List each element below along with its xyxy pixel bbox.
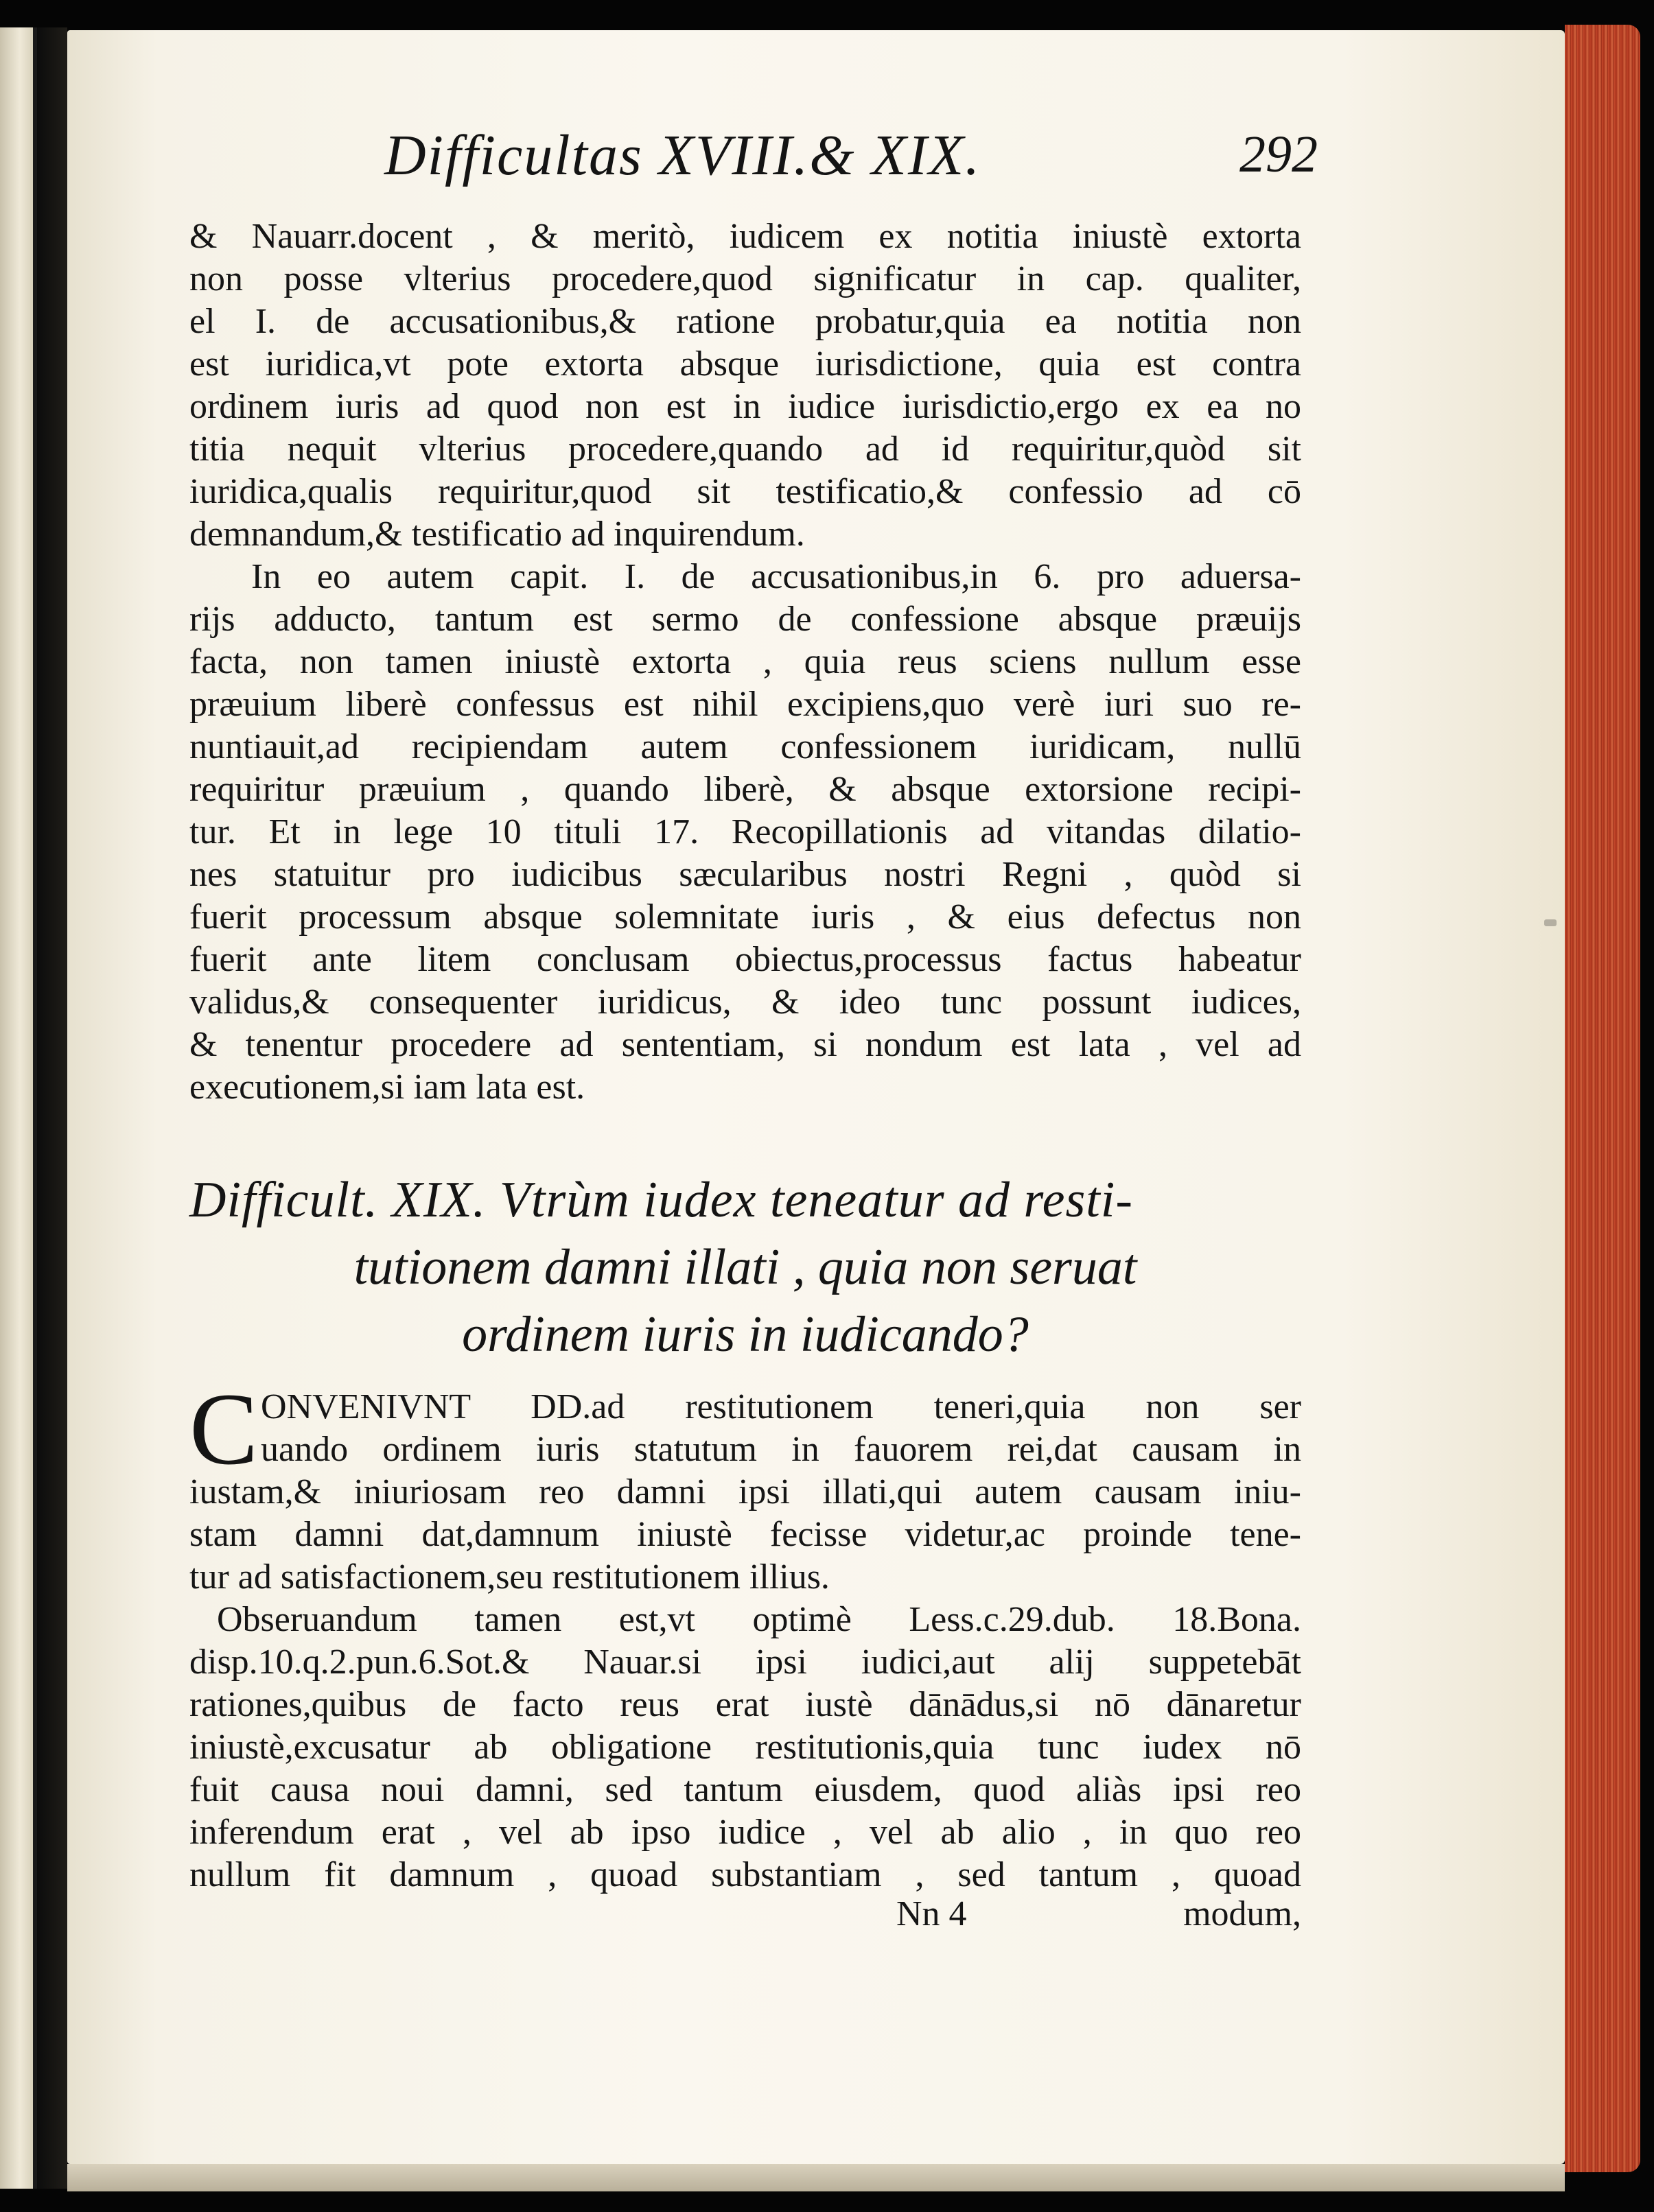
text-line: iuridica,qualis requiritur,quod sit testificatio,& confessio ad cō xyxy=(189,472,1301,511)
text-line: nuntiauit,ad recipiendam autem confessionem iuridicam, nullū xyxy=(189,727,1301,766)
text-line: uando ordinem iuris statutum in fauorem rei,dat causam in xyxy=(261,1430,1301,1469)
text-line: demnandum,& testificatio ad inquirendum. xyxy=(189,515,805,554)
text-line: nullum fit damnum , quoad substantiam , sed tantum , quoad xyxy=(189,1855,1301,1894)
text-line: & Nauarr.docent , & meritò, iudicem ex notitia iniustè extorta xyxy=(189,217,1301,256)
text-line: disp.10.q.2.pun.6.Sot.& Nauar.si ipsi iudici,aut alij suppetebāt xyxy=(189,1643,1301,1682)
text-line: stam damni dat,damnum iniustè fecisse videtur,ac proinde tene- xyxy=(189,1515,1301,1554)
ink-mark xyxy=(1544,919,1557,926)
book-block-edge xyxy=(1565,25,1640,2172)
drop-cap: C xyxy=(189,1372,259,1486)
gutter-shadow xyxy=(37,27,67,2189)
signature-mark: Nn 4 xyxy=(896,1894,967,1933)
section-heading xyxy=(189,1166,1301,1368)
heading-line: tutionem damni illati , quia non seruat xyxy=(353,1239,1137,1295)
running-head xyxy=(384,122,1318,198)
text-line: iustam,& iniuriosam reo damni ipsi illati,qui autem causam iniu- xyxy=(189,1472,1301,1511)
text-line: titia nequit vlterius procedere,quando ad id requiritur,quòd sit xyxy=(189,430,1301,469)
text-line: fuerit ante litem conclusam obiectus,processus factus habeatur xyxy=(189,940,1301,979)
text-line: In eo autem capit. I. de accusationibus,in 6. pro aduersa- xyxy=(251,557,1301,596)
text-line: præuium liberè confessus est nihil excipiens,quo verè iuri suo re- xyxy=(189,685,1301,724)
paragraph-2 xyxy=(189,556,1301,1109)
text-line: ONVENIVNT DD.ad restitutionem teneri,quia non ser xyxy=(261,1387,1301,1426)
heading-line: Difficult. XIX. Vtrùm iudex teneatur ad resti- xyxy=(189,1172,1134,1228)
text-line: el I. de accusationibus,& ratione probatur,quia ea notitia non xyxy=(189,302,1301,341)
text-line: executionem,si iam lata est. xyxy=(189,1068,585,1107)
catchword: modum, xyxy=(1183,1894,1301,1933)
text-line: tur. Et in lege 10 tituli 17. Recopillationis ad vitandas dilatio- xyxy=(189,812,1301,851)
text-line: validus,& consequenter iuridicus, & ideo tunc possunt iudices, xyxy=(189,983,1301,1022)
text-line: non posse vlterius procedere,quod significatur in cap. qualiter, xyxy=(189,259,1301,298)
text-line: est iuridica,vt pote extorta absque iurisdictione, quia est contra xyxy=(189,344,1301,384)
text-line: inferendum erat , vel ab ipso iudice , vel ab alio , in quo reo xyxy=(189,1813,1301,1852)
paragraph-4 xyxy=(189,1599,1301,1896)
paragraph-1 xyxy=(189,215,1301,556)
page-footer xyxy=(189,1894,1301,1936)
text-line: & tenentur procedere ad sententiam, si nondum est lata , vel ad xyxy=(189,1025,1301,1064)
text-line: rationes,quibus de facto reus erat iustè dānādus,si nō dānaretur xyxy=(189,1685,1301,1724)
text-line: tur ad satisfactionem,seu restitutionem illius. xyxy=(189,1557,830,1597)
facing-page-edge xyxy=(0,27,37,2189)
text-line: ordinem iuris ad quod non est in iudice iurisdictio,ergo ex ea no xyxy=(189,387,1301,426)
text-line: facta, non tamen iniustè extorta , quia reus sciens nullum esse xyxy=(189,642,1301,681)
heading-line: ordinem iuris in iudicando? xyxy=(462,1306,1029,1363)
text-line: iniustè,excusatur ab obligatione restitutionis,quia tunc iudex nō xyxy=(189,1728,1301,1767)
running-head-title: Difficultas XVIII.& XIX. xyxy=(384,123,981,187)
text-line: requiritur præuium , quando liberè, & absque extorsione recipi- xyxy=(189,770,1301,809)
text-line: fuit causa noui damni, sed tantum eiusdem, quod aliàs ipsi reo xyxy=(189,1770,1301,1809)
text-line: rijs adducto, tantum est sermo de confessione absque præuijs xyxy=(189,600,1301,639)
text-line: fuerit processum absque solemnitate iuris , & eius defectus non xyxy=(189,897,1301,937)
text-line: nes statuitur pro iudicibus sæcularibus nostri Regni , quòd si xyxy=(189,855,1301,894)
text-line: Obseruandum tamen est,vt optimè Less.c.29.dub. 18.Bona. xyxy=(217,1600,1301,1639)
paragraph-3 xyxy=(189,1372,1301,1599)
page-number: 292 xyxy=(1239,126,1318,183)
page-bottom-edge xyxy=(67,2164,1565,2191)
